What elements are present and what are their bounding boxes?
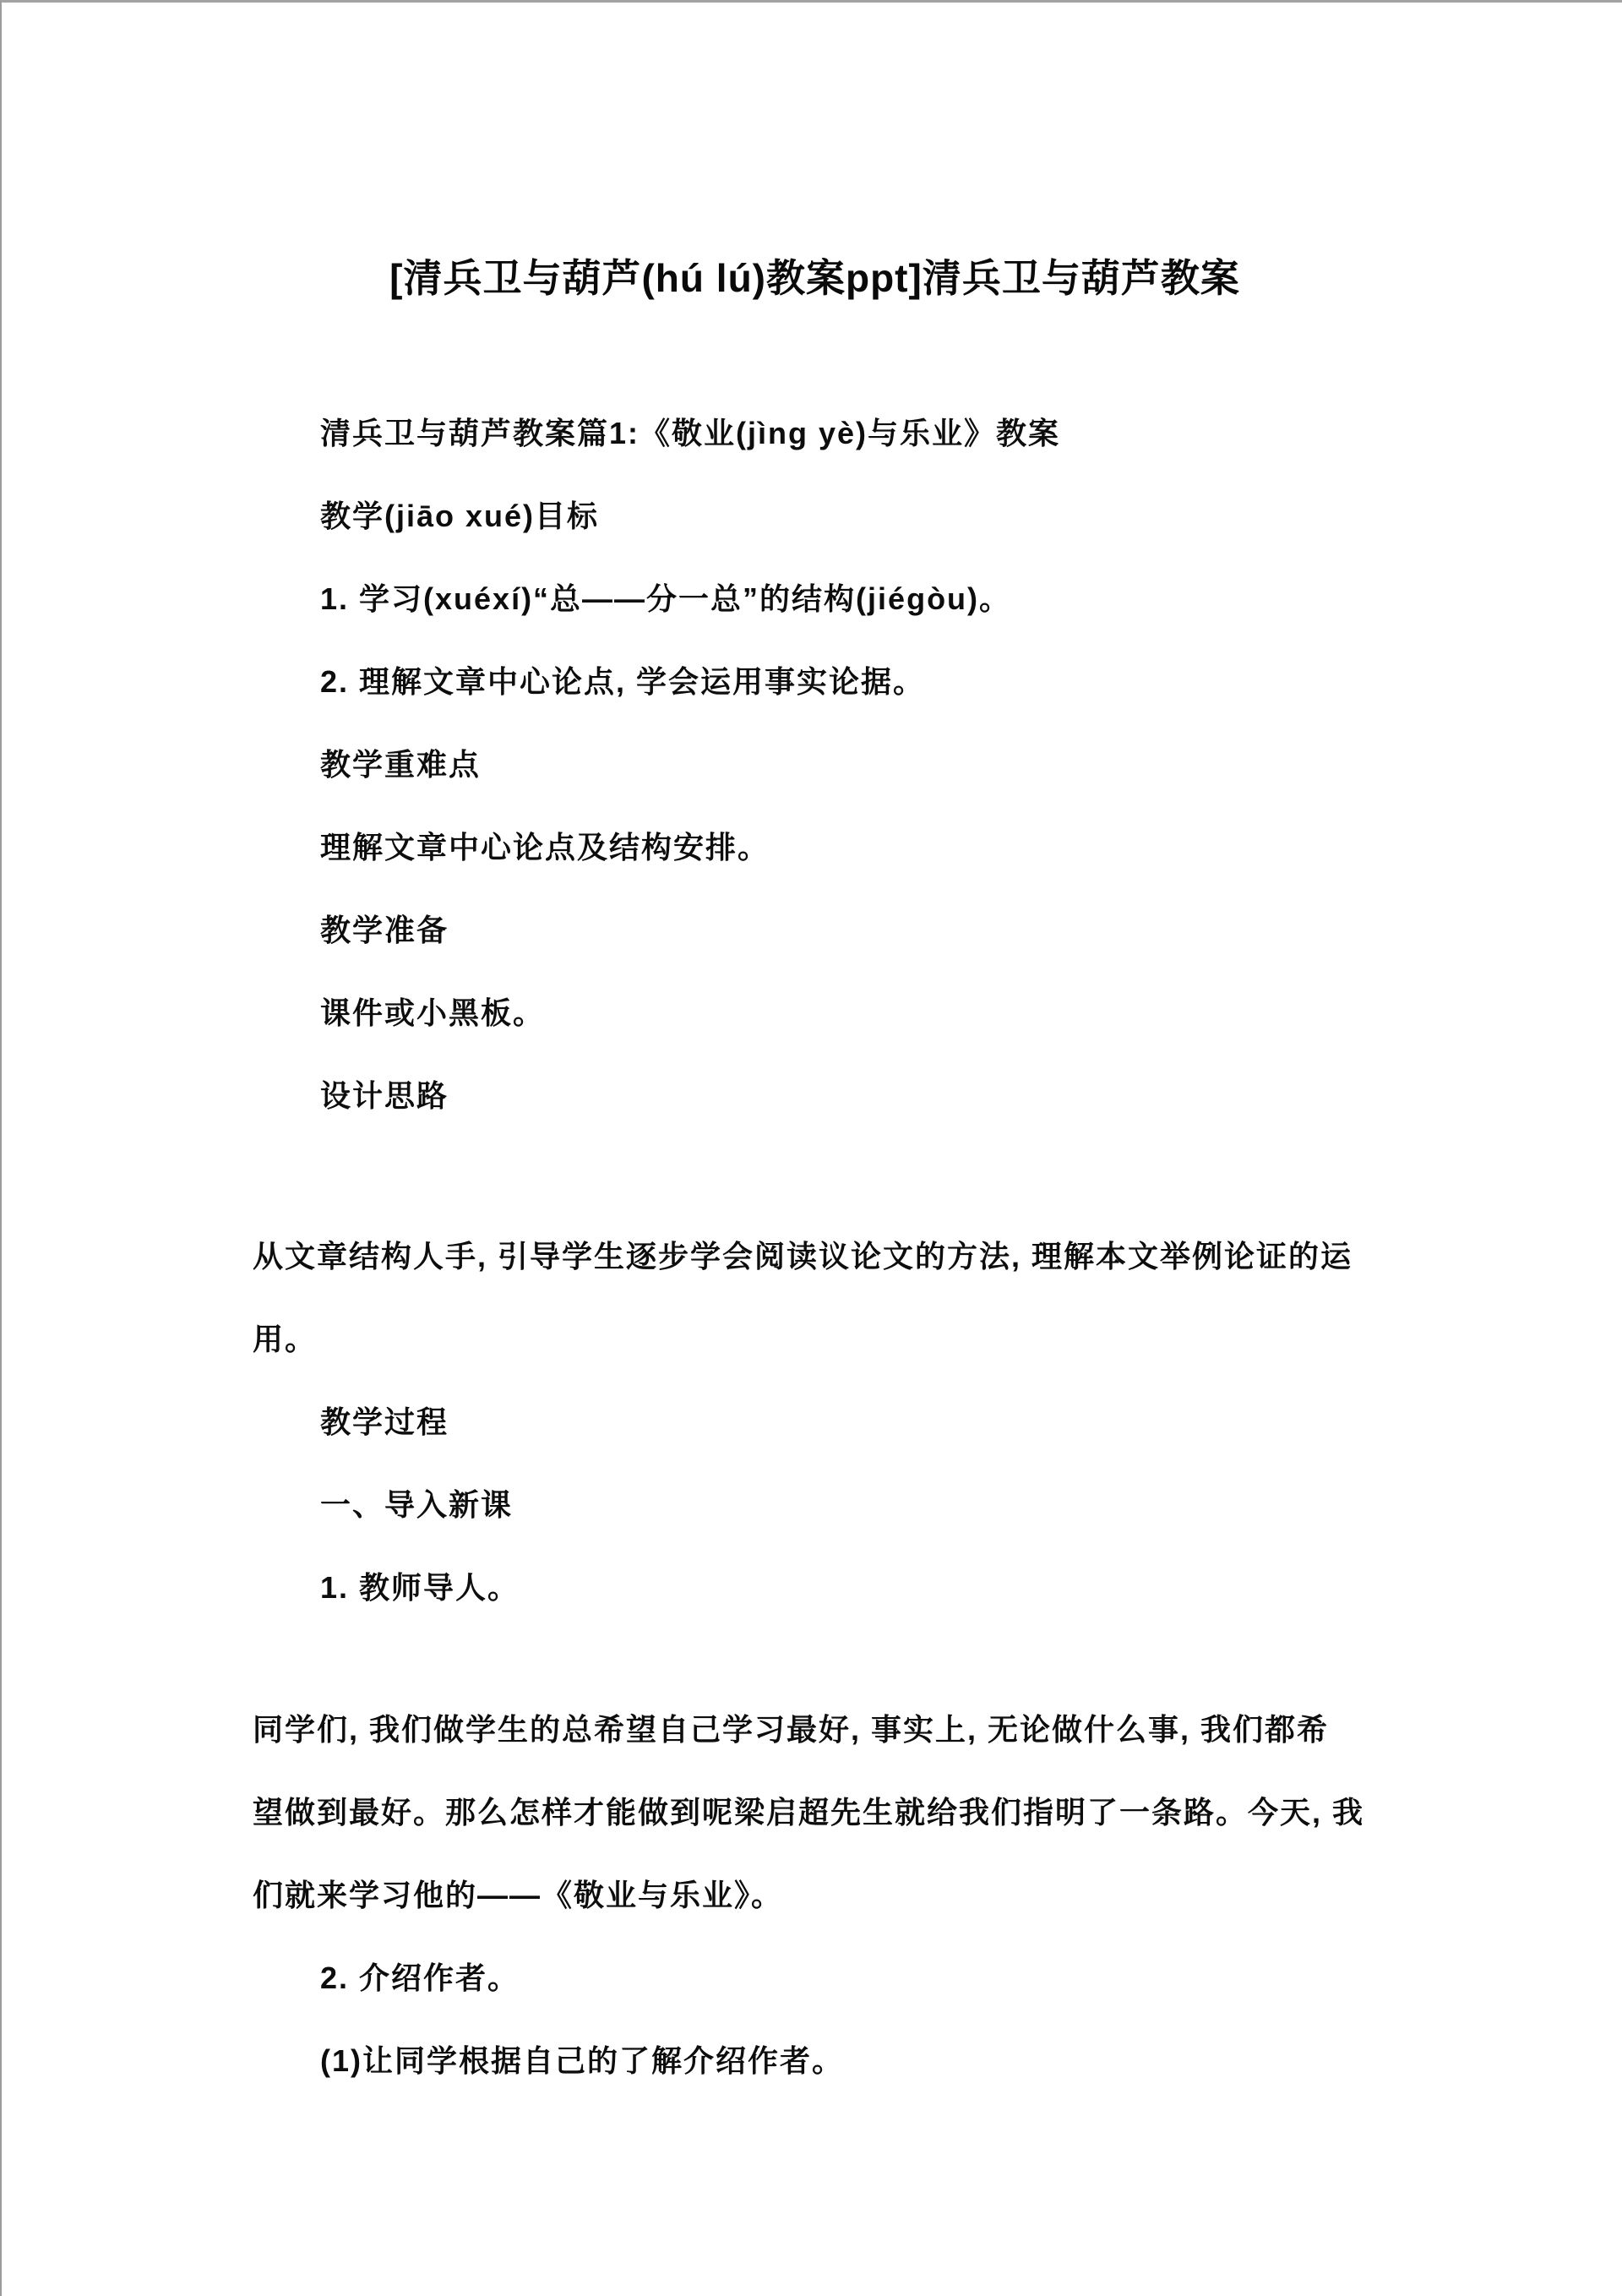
paragraph-line: 同学们, 我们做学生的总希望自己学习最好, 事实上, 无论做什么事, 我们都希 [253,1712,1330,1747]
paragraph-line: 1. 学习(xuéxí)“总——分一总”的结构(jiégòu)。 [320,581,1012,616]
paragraph-line: 用。 [253,1322,318,1356]
paragraph-line: 望做到最好。那么怎样才能做到呢梁启超先生就给我们指明了一条路。今天, 我 [253,1795,1365,1830]
paragraph-line: 教学准备 [320,913,449,947]
paragraph-line: 教学过程 [320,1404,449,1439]
document-body [2,417,1622,2179]
paragraph-line: 从文章结构人手, 引导学生逐步学会阅读议论文的方法, 理解本文举例论证的运 [253,1239,1353,1273]
paragraph-line: 课件或小黑板。 [320,995,546,1030]
paragraph-line: 设计思路 [320,1078,449,1113]
paragraph-line: 清兵卫与葫芦教案篇1:《敬业(jìng yè)与乐业》教案 [320,416,1061,450]
paragraph-line: 2. 理解文章中心论点, 学会运用事实论据。 [320,664,926,699]
paragraph-line: 2. 介绍作者。 [320,1961,520,1995]
paragraph-line: 们就来学习他的——《敬业与乐业》。 [253,1878,784,1912]
paragraph-line: 教学重难点 [320,747,482,782]
paragraph-line: 教学(jiāo xué)目标 [320,499,600,533]
document-title: [清兵卫与葫芦(hú lú)教案ppt]清兵卫与葫芦教案 [389,256,1240,300]
paragraph-line: 1. 教师导人。 [320,1570,520,1605]
paragraph-line: (1)让同学根据自己的了解介绍作者。 [320,2043,844,2078]
paragraph-line: 理解文章中心论点及结构安排。 [320,830,770,864]
paragraph-line: 一、导入新课 [320,1487,514,1522]
